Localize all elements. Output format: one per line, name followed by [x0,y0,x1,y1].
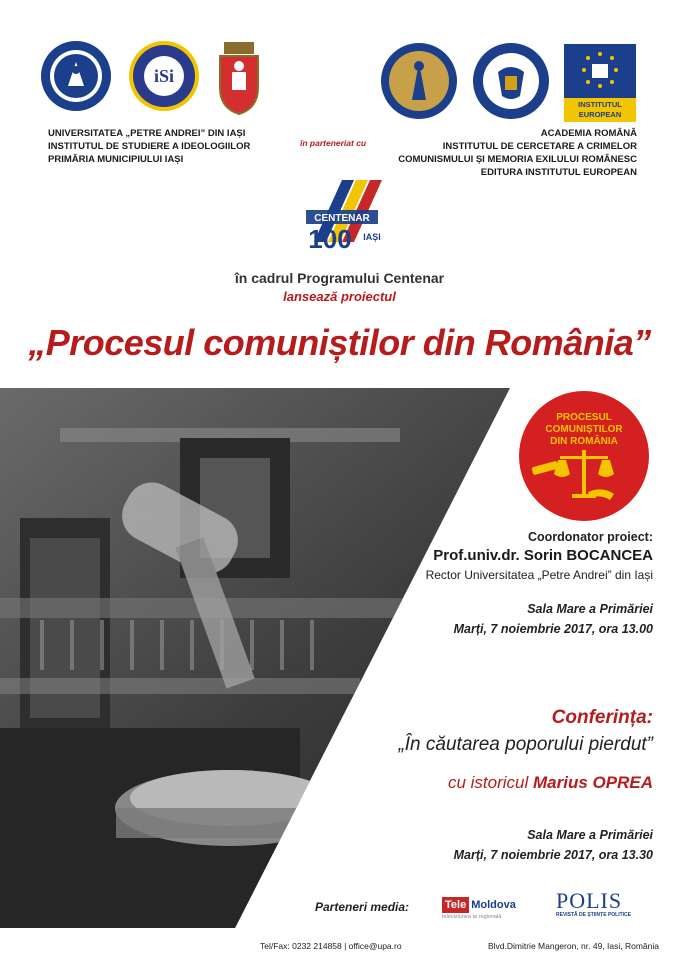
coordinator-name: Prof.univ.dr. Sorin BOCANCEA [433,547,653,564]
iiccmer-institute-logo [472,42,550,120]
launch-line: lansează proiectul [283,289,396,304]
isi-institute-logo [128,40,200,112]
centenar-number: 100 [308,224,352,254]
session1-venue: Sala Mare a Primăriei [527,602,653,616]
left-organizations [48,127,250,166]
conference-speaker-prefix: cu istoricul [447,773,529,792]
footer-address: Blvd.Dimitrie Mangeron, nr. 49, Iasi, România [487,941,659,951]
upa-university-seal-logo [40,40,112,112]
centenar-city: IAȘI [363,232,381,242]
footer-contact: Tel/Fax: 0232 214858 | office@upa.ro [260,941,402,951]
stamp-line-2: COMUNIȘTILOR [545,424,623,435]
isi-logo-text: iSi [153,66,175,86]
telemoldova-tele: Tele [442,897,469,913]
romanian-academy-logo [380,42,458,120]
coordinator-role: Rector Universitatea „Petre Andrei” din Iași [425,568,653,582]
stamp-line-1: PROCESUL [556,412,612,423]
telemoldova-subtitle: televiziunea ta regională [442,914,502,920]
project-stamp-logo [518,390,650,522]
centenar-label: CENTENAR [314,213,370,224]
left-org-isi: INSTITUTUL DE STUDIERE A IDEOLOGIILOR [48,141,251,152]
stamp-line-3: DIN ROMÂNIA [550,436,618,447]
session2-venue: Sala Mare a Primăriei [527,828,653,842]
session2-date: Marți, 7 noiembrie 2017, ora 13.30 [453,848,653,862]
polis-wordmark: POLIS [556,888,623,913]
conference-title: „În căutarea poporului pierdut” [398,734,653,755]
conference-speaker-line [448,773,653,793]
right-org-institut: INSTITUTUL DE CERCETARE A CRIMELOR [442,141,637,152]
polis-logo [556,888,656,924]
conference-label: Conferința: [551,707,653,728]
telemoldova-logo [442,897,540,923]
partner-note: în parteneriat cu [300,138,367,148]
right-org-comunism: COMUNISMULUI ȘI MEMORIA EXILULUI ROMÂNESC [398,154,637,165]
telemoldova-moldova: Moldova [471,899,516,911]
centenar-logo [292,170,392,260]
left-org-upa: UNIVERSITATEA „PETRE ANDREI” DIN IAȘI [48,128,246,139]
polis-subtitle: REVISTĂ DE ȘTIINȚE POLITICE [556,912,632,918]
program-line: în cadrul Programului Centenar [234,270,445,286]
left-org-primaria: PRIMĂRIA MUNICIPIULUI IAȘI [48,154,184,165]
institutul-european-logo [564,44,636,118]
conference-speaker-name: Marius OPREA [533,773,653,792]
right-organizations [398,127,637,179]
iasi-coat-of-arms-logo [214,38,264,116]
media-partners-label: Parteneri media: [315,900,410,914]
main-title: „Procesul comuniștilor din România” [28,322,651,363]
institutul-european-logo-text: INSTITUTUL EUROPEAN [564,98,636,122]
right-org-academia: ACADEMIA ROMÂNĂ [540,128,637,139]
session1-date: Marți, 7 noiembrie 2017, ora 13.00 [453,622,653,636]
coordinator-label: Coordonator proiect: [528,530,653,544]
right-org-editura: EDITURA INSTITUTUL EUROPEAN [480,167,637,178]
